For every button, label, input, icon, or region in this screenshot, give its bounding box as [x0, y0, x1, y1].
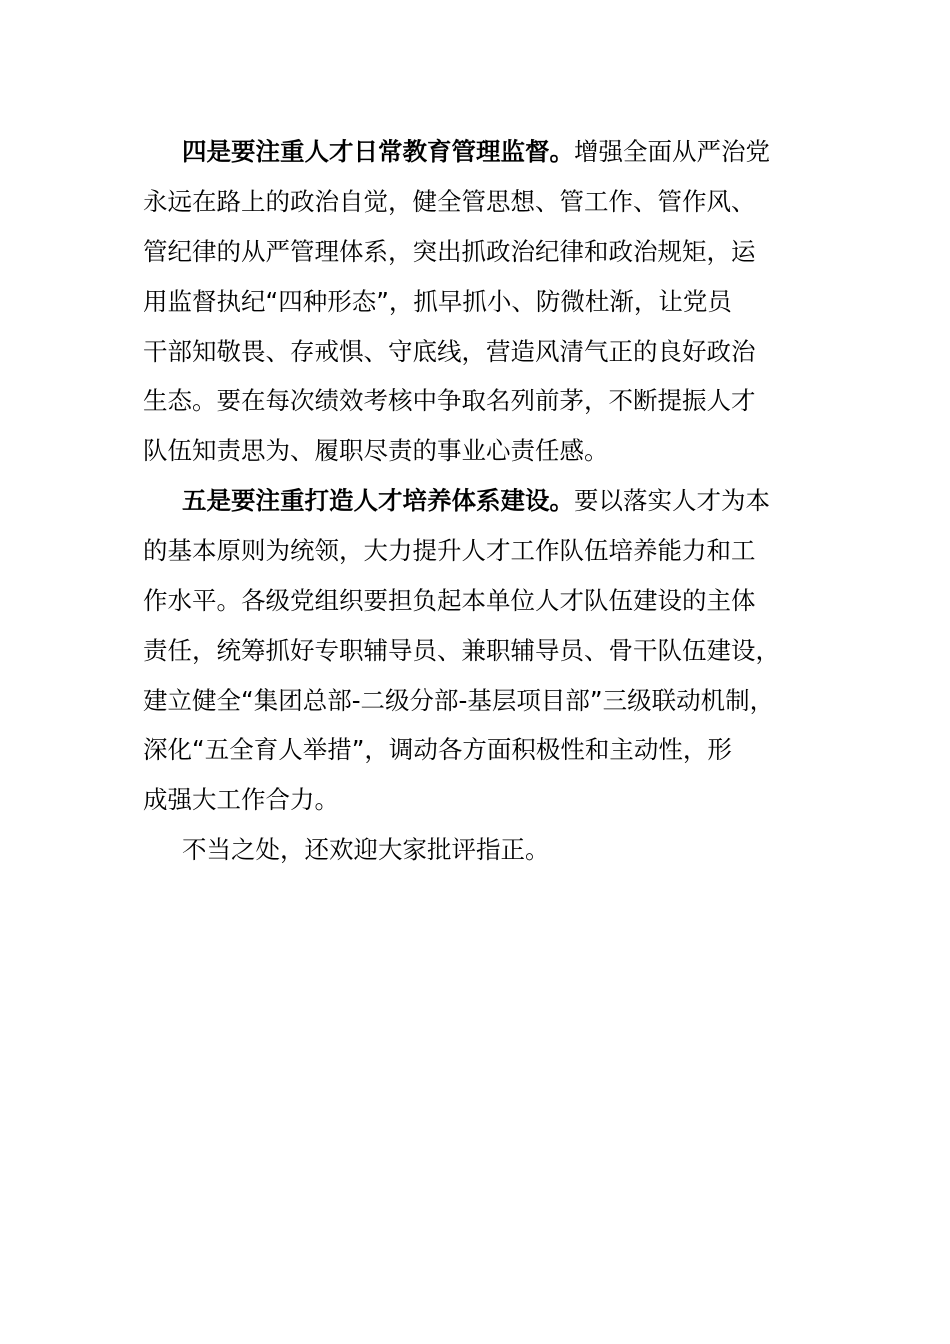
paragraph-2-line-4: 责任，统筹抓好专职辅导员、兼职辅导员、骨干队伍建设， [143, 636, 780, 665]
paragraph-1-text: 增强全面从严治党 [574, 137, 770, 166]
paragraph-2-heading: 五是要注重打造人才培养体系建设。 [182, 486, 574, 515]
paragraph-1-line-3: 管纪律的从严管理体系，突出抓政治纪律和政治规矩，运 [143, 237, 756, 266]
paragraph-1-line-4: 用监督执纪“四种形态”，抓早抓小、防微杜渐，让党员 [143, 287, 732, 316]
paragraph-1-line-1 [182, 137, 770, 167]
paragraph-2-line-5: 建立健全“集团总部-二级分部-基层项目部”三级联动机制， [143, 686, 775, 715]
paragraph-2-text: 要以落实人才为本 [574, 486, 770, 515]
paragraph-3-line-1: 不当之处，还欢迎大家批评指正。 [182, 835, 550, 864]
paragraph-1-line-2: 永远在路上的政治自觉，健全管思想、管工作、管作风、 [143, 187, 756, 216]
paragraph-1-heading: 四是要注重人才日常教育管理监督。 [182, 137, 574, 166]
paragraph-2-line-7: 成强大工作合力。 [143, 785, 339, 814]
paragraph-2-line-3: 作水平。各级党组织要担负起本单位人才队伍建设的主体 [143, 586, 756, 615]
paragraph-1-line-6: 生态。要在每次绩效考核中争取名列前茅，不断提振人才 [143, 386, 756, 415]
paragraph-2-line-1 [182, 486, 770, 516]
paragraph-2-line-2: 的基本原则为统领，大力提升人才工作队伍培养能力和工 [143, 536, 756, 565]
paragraph-1-line-7: 队伍知责思为、履职尽责的事业心责任感。 [143, 436, 609, 465]
paragraph-1-line-5: 干部知敬畏、存戒惧、守底线，营造风清气正的良好政治 [143, 337, 756, 366]
paragraph-2-line-6: 深化“五全育人举措”，调动各方面积极性和主动性，形 [143, 735, 732, 764]
